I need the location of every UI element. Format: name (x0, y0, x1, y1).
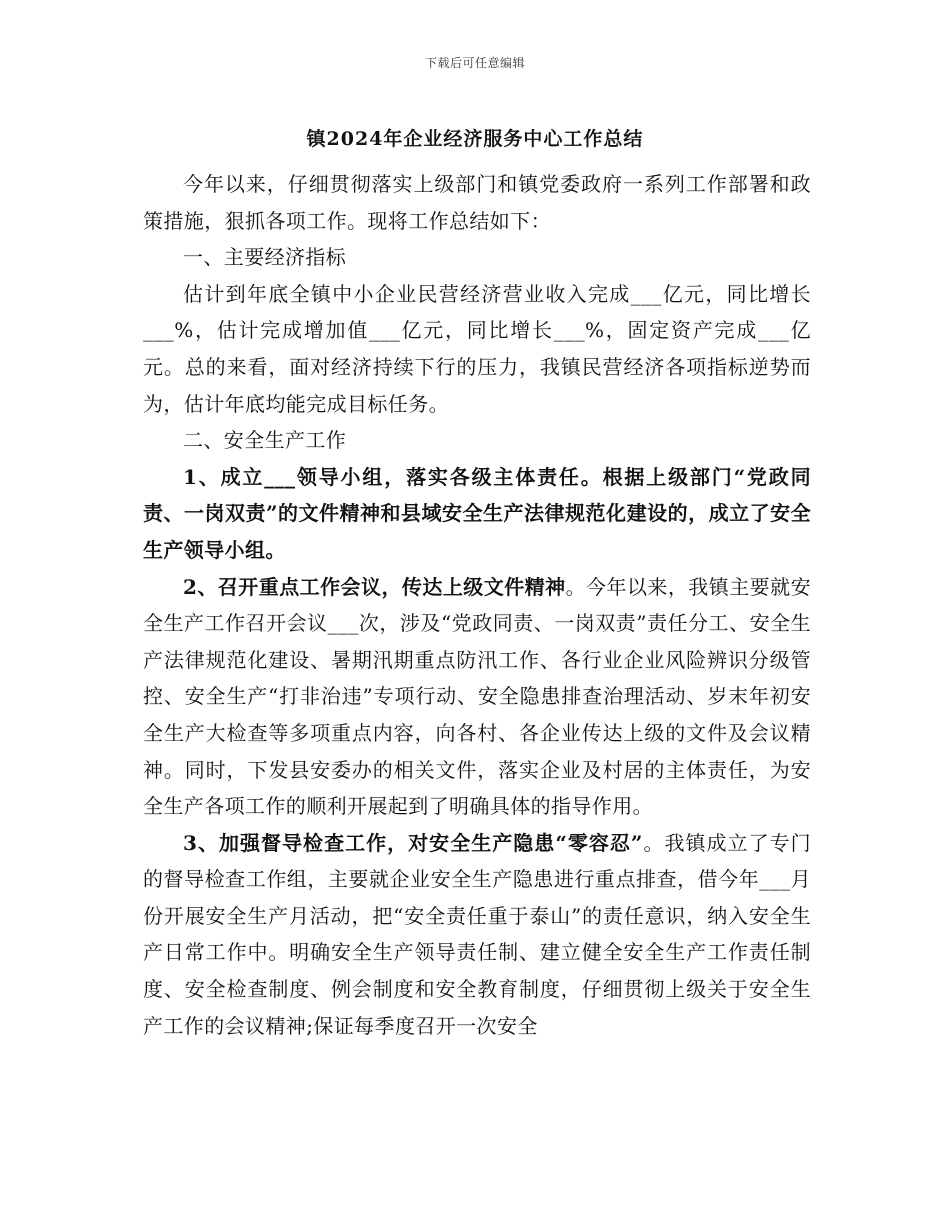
safety-item-3-body: 。我镇成立了专门的督导检查工作组，主要就企业安全生产隐患进行重点排查，借今年___月份开展安全生产月活动，把“安全责任重于泰山”的责任意识，纳入安全生产日常工作中。明确安全生产领导责任制、建立健全安全生产工作责任制度、安全检查制度、例会制度和安全教育制度，仔细贯彻上级关于安全生产工作的会议精神;保证每季度召开一次安全 (143, 830, 812, 1038)
intro-paragraph: 今年以来，仔细贯彻落实上级部门和镇党委政府一系列工作部署和政策措施，狠抓各项工作。现将工作总结如下： (143, 172, 811, 233)
document-title: 镇2024年企业经济服务中心工作总结 (306, 128, 644, 150)
safety-item-2-body: 。今年以来，我镇主要就安全生产工作召开会议___次，涉及“党政同责、一岗双责”责任分工、安全生产法律规范化建设、暑期汛期重点防汛工作、各行业企业风险辨识分级管控、安全生产“打非治违”专项行动、安全隐患排查治理活动、岁末年初安全生产大检查等多项重点内容，向各村、各企业传达上级的文件及会议精神。同时，下发县安委办的相关文件，落实企业及村居的主体责任，为安全生产各项工作的顺利开展起到了明确具体的指导作用。 (143, 574, 811, 819)
safety-item-2-lead: 2、召开重点工作会议，传达上级文件精神 (183, 574, 566, 599)
safety-item-3-lead: 3、加强督导检查工作，对安全生产隐患“零容忍” (183, 830, 643, 855)
safety-item-1-paragraph: 1、成立___领导小组，落实各级主体责任。根据上级部门“党政同责、一岗双责”的文件精神和县域安全生产法律规范化建设的，成立了安全生产领导小组。 (143, 464, 811, 562)
section-heading-safety-production: 二、安全生产工作 (183, 428, 347, 453)
safety-item-2-paragraph (143, 569, 811, 825)
header-note: 下载后可任意编辑 (424, 56, 525, 70)
safety-item-3-paragraph (143, 825, 811, 1045)
section-heading-economic-indicators: 一、主要经济指标 (183, 245, 347, 270)
economic-indicators-paragraph: 估计到年底全镇中小企业民营经济营业收入完成___亿元，同比增长___%，估计完成增加值___亿元，同比增长___%，固定资产完成___亿元。总的来看，面对经济持续下行的压力，我镇民营经济各项指标逆势而为，估计年底均能完成目标任务。 (143, 281, 811, 416)
document-body (143, 166, 811, 1044)
